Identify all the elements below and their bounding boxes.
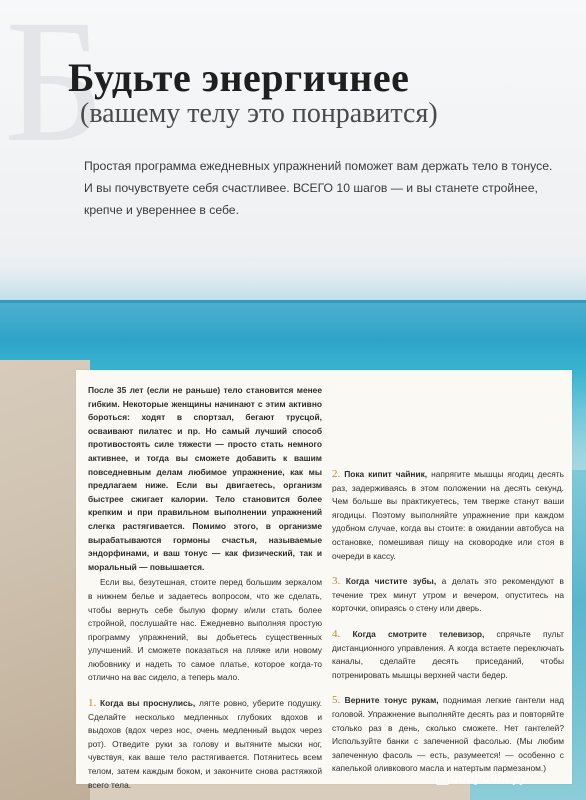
page-title: Будьте энергичнее (68, 55, 410, 100)
drop-letter: Б (4, 0, 106, 179)
step-text: а делать это рекомендуют в течение трех минут утром и вечером, опуститесь на корточки, опираясь о стену или дверь. (332, 576, 564, 614)
step-1 (88, 697, 322, 792)
intro-line: крепче и увереннее в себе. (84, 203, 239, 217)
article-paragraph: Если вы, безутешная, стоите перед большим зеркалом в нижнем белье и задаетесь вопросом, что же сделать, чтобы вернуть себе былую форму и/или стать более стройной, послушайте нас. Ежедневно выполняя простую программу упражнений, вы добьетесь существенных улучшений. И сможете показаться на пляже или новому любовнику и надеть то самое платье, которое когда-то отлично на вас сидело, а теперь мало. (88, 577, 322, 683)
step-text: напрягите мышцы ягодиц десять раз, задерживаясь в этом положении на десять секунд. Чем больше вы практикуетесь, тем тверже станут ваши ягодицы. Поэтому выполняйте упражнение при каждом удобном случае, когда вы стоите: в ожидании автобуса на остановке, помешивая пищу на сковородке или стоя в очереди в кассу. (332, 469, 564, 561)
watermark (436, 770, 528, 787)
step-lead: Когда чистите зубы, (345, 576, 437, 587)
page-subtitle: (вашему телу это понравится) (80, 98, 438, 129)
article-lead-paragraph: После 35 лет (если не раньше) тело становится менее гибким. Некоторые женщины начинают с этим активно бороться: ходят в спортзал, бегают трусцой, осваивают пилатес и пр. Но самый лучший способ противостоять силе тяжести — просто стать немного активнее, и тогда вы сможете добавить к вашим повседневным делам любимое упражнение, как мы предлагаем ниже. Если вы двигаетесь, организм быстрее сжигает калории. Тело становится более крепким и при правильном выполнении упражнений слегка растягивается. Помимо этого, в организме вырабатываются гормоны счастья, называемые эндорфинами, и ваш тонус — как физический, так и моральный — повышается. (88, 385, 322, 572)
step-lead: Когда вы проснулись, (100, 698, 196, 709)
step-text: спрячьте пульт дистанционного управления. А когда встаете переключать каналы, сделайте десять приседаний, чтобы потренировать мышцы верхней части бедер. (332, 628, 564, 680)
step-4 (332, 628, 564, 682)
intro-line: Простая программа ежедневных упражнений поможет вам держать тело в тонусе. (84, 159, 553, 173)
watermark-text: абиринт.ру (451, 770, 528, 786)
horizon-line (0, 300, 586, 303)
step-number: 1. (88, 697, 97, 710)
step-number: 5. (332, 694, 341, 707)
intro-text (84, 155, 564, 221)
step-lead: Когда смотрите телевизор, (352, 628, 485, 639)
step-5 (332, 694, 564, 776)
step-text: лягте ровно, уберите подушку. Сделайте несколько медленных глубоких вдохов и выдохов (вдох через нос, очень медленный выдох через рот). Отведите руки за голову и вытяните мыски ног, чувствуя, как ваше тело растягивается. Потянитесь всем телом, затем каждым боком, и закончите снова растяжкой всего тела. (88, 698, 323, 790)
sky-background (0, 262, 586, 302)
labirint-logo-icon: Л (436, 772, 449, 785)
step-number: 4. (332, 627, 341, 640)
step-3 (332, 575, 564, 616)
intro-line: И вы почувствуете себя счастливее. ВСЕГО 10 шагов — и вы станете стройнее, (84, 181, 538, 195)
step-lead: Пока кипит чайник, (344, 469, 428, 479)
step-text: поднимая легкие гантели над головой. Упражнение выполняйте десять раз и повторяйте столько раз в день, сколько сможете. Нет гантелей? Используйте банки с запеченной фасолью. (Мы любим запеченную фасоль — есть, разумеется! — особенно с капелькой оливкового масла и натертым пармезаном.) (332, 695, 564, 774)
step-number: 3. (332, 575, 341, 588)
article-column-right (332, 384, 564, 776)
article-column-left (88, 384, 322, 792)
article-card (76, 370, 572, 790)
step-number: 2. (332, 468, 341, 480)
step-2 (332, 468, 564, 563)
step-lead: Верните тонус рукам, (344, 695, 439, 706)
